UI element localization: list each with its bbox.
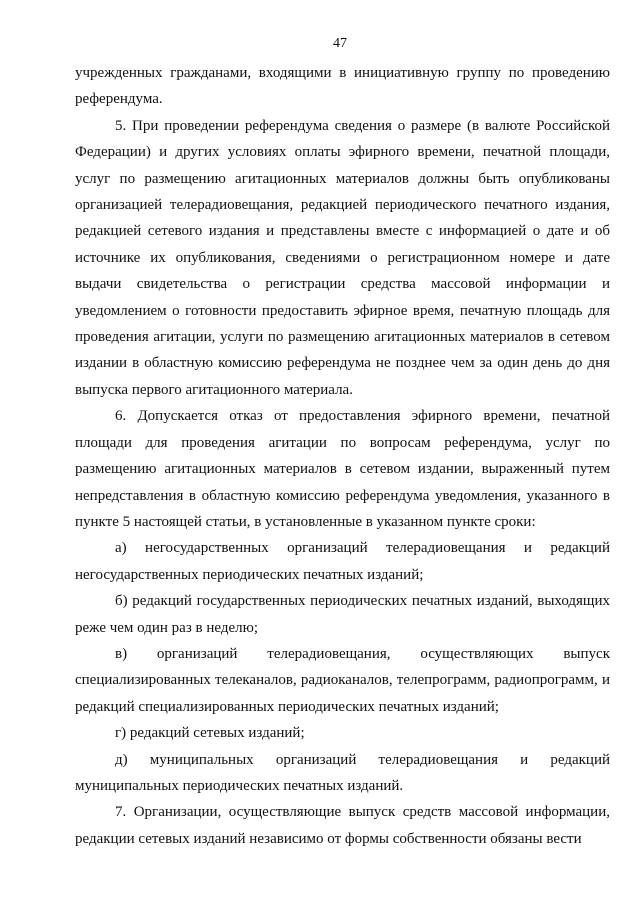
paragraph-continuation: учрежденных гражданами, входящими в инициативную группу по проведению референдума. (75, 65, 610, 108)
paragraph-item-5: 5. При проведении референдума сведения о размере (в валюте Российской Федерации) и других условиях оплаты эфирного времени, печатной площади, услуг по размещению агитационных материалов должны быть опубликованы организацией телерадиовещания, редакцией периодического печатного издания, редакцией сетевого издания и представлены вместе с информацией о дате и об источнике их опубликования, сведениями о регистрационном номере и дате выдачи свидетельства о регистрации средства массовой информации и уведомлением о готовности предоставить эфирное время, печатную площадь для проведения агитации, услуги по размещению агитационных материалов в сетевом издании в областную комиссию референдума не позднее чем за один день до дня выпуска первого агитационного материала. (75, 117, 610, 398)
subitem-d: д) муниципальных организаций телерадиовещания и редакций муниципальных периодических печатных изданий. (75, 751, 610, 794)
subitem-a: а) негосударственных организаций телерадиовещания и редакций негосударственных периодических печатных изданий; (75, 540, 610, 583)
paragraph-item-6: 6. Допускается отказ от предоставления эфирного времени, печатной площади для проведения агитации по вопросам референдума, услуг по размещению агитационных материалов в сетевом издании, выраженный путем непредставления в областную комиссию референдума уведомления, указанного в пункте 5 настоящей статьи, в установленные в указанном пункте сроки: (75, 408, 610, 530)
paragraph-item-7: 7. Организации, осуществляющие выпуск средств массовой информации, редакции сетевых изданий независимо от формы собственности обязаны вести (75, 804, 610, 847)
subitem-v: в) организаций телерадиовещания, осуществляющих выпуск специализированных телеканалов, радиоканалов, телепрограмм, радиопрограмм, и редакций специализированных периодических печатных изданий; (75, 645, 610, 715)
subitem-b: б) редакций государственных периодических печатных изданий, выходящих реже чем один раз в неделю; (75, 593, 610, 636)
subitem-g: г) редакций сетевых изданий; (115, 725, 305, 742)
page-number: 47 (333, 36, 347, 51)
document-body (75, 60, 610, 852)
